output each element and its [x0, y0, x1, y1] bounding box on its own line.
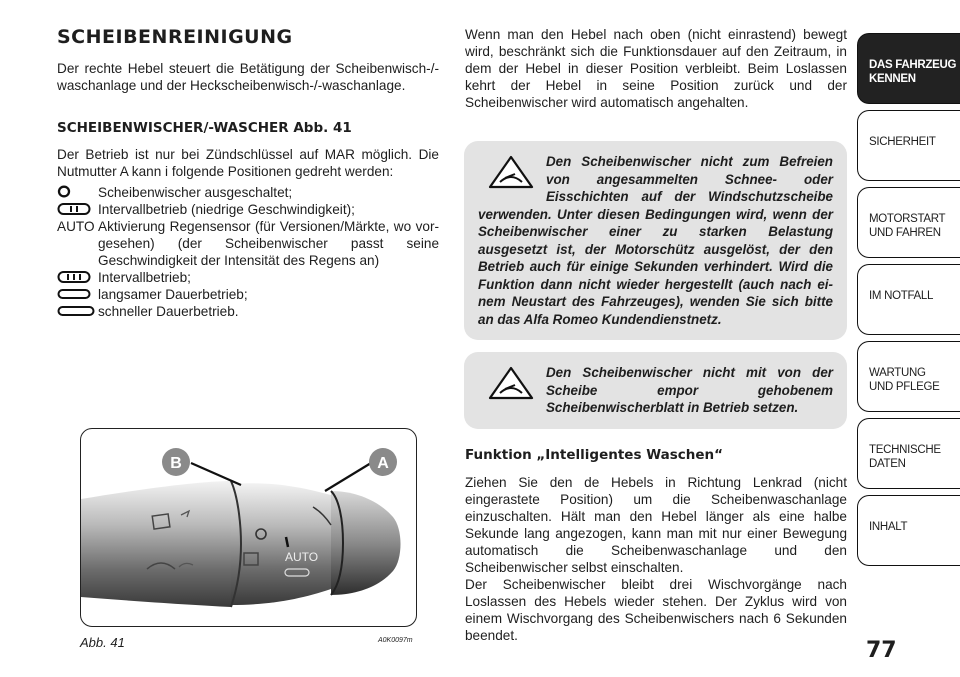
left-column [57, 26, 439, 320]
tab-label: DAS FAHRZEUG [869, 59, 957, 71]
warning-triangle-icon [488, 155, 534, 189]
off-icon [57, 184, 98, 201]
subsection-title: SCHEIBENWISCHER/-WASCHER Abb. 41 [57, 120, 352, 136]
tab-technische-daten[interactable] [857, 418, 960, 489]
section-title: SCHEIBENREINIGUNG [57, 26, 293, 48]
position-item [57, 218, 439, 269]
position-text: langsamer Dauerbetrieb; [98, 287, 248, 302]
warning-triangle-icon [488, 366, 534, 400]
fast-continuous-icon [57, 303, 98, 320]
tab-label: MOTORSTART [869, 213, 946, 225]
tab-label: WARTUNG [869, 367, 926, 379]
interval-icon [57, 269, 98, 286]
callout-a-label: A [377, 455, 389, 472]
figure-caption: Abb. 41 [80, 635, 125, 650]
right-column [465, 26, 847, 111]
tab-wartung-und-pflege[interactable] [857, 341, 960, 412]
right-intro-text: Wenn man den Hebel nach oben (nicht einrastend) bewegt wird, beschränkt sich die Funktionsdauer auf den Zeitraum, in dem der Hebel in dieser Position verbleibt. Beim Loslassen kehrt der Hebel in seine Position zurück und der Scheibenwischer wird automatisch angehalten. [465, 27, 847, 110]
tab-label: IM NOTFALL [869, 290, 934, 302]
position-text: schneller Dauerbetrieb. [98, 304, 239, 319]
callout-b-label: B [170, 455, 182, 472]
tab-label: TECHNISCHE [869, 444, 941, 456]
warning-box-2 [464, 352, 847, 429]
warning-text-2: Den Scheibenwischer nicht mit von der Scheibe empor gehobenem Scheibenwischerblatt in Betrieb setzen. [546, 365, 833, 415]
warning-text-1: Den Scheibenwischer nicht zum Befreien von angesammelten Schnee- oder Eisschichten auf der Windschutzscheibe verwenden. Unter diesen Bedingungen wird, wenn der Scheibenwischer einer zu starken Belastung ausgesetzt ist, der Motorschütz ausgelöst, der den Betrieb auch für einige Sekunden verhindert. Wird die Funktion dann nicht wieder hergestellt (auch nach einem Neustart des Fahrzeuges), wenden Sie sich bitte an das Alfa Romeo Kundendienstnetz. [478, 154, 833, 327]
slow-continuous-icon [57, 286, 98, 303]
tab-das-fahrzeug-kennen[interactable] [857, 33, 960, 104]
lever-illustration [80, 428, 417, 627]
tab-motorstart-und-fahren[interactable] [857, 187, 960, 258]
position-item [57, 201, 439, 218]
page-number: 77 [866, 638, 897, 663]
position-item [57, 286, 439, 303]
function-paragraph-2: Der Scheibenwischer bleibt drei Wischvorgänge nach Loslassen des Hebels wieder stehen. Der Zyklus wird von einem Wischvorgang des Scheibenwischers nach 6 Sekunden beendet. [465, 577, 847, 643]
chapter-tabs [857, 33, 960, 572]
tab-label: SICHERHEIT [869, 136, 936, 148]
tab-label-line2: DATEN [869, 458, 906, 470]
interval-low-icon [57, 201, 98, 218]
position-item [57, 184, 439, 201]
tab-label-line2: UND FAHREN [869, 227, 941, 239]
position-text: Intervallbetrieb (niedrige Geschwindigkeit); [98, 202, 355, 217]
tab-inhalt[interactable] [857, 495, 960, 566]
position-item [57, 269, 439, 286]
position-item [57, 303, 439, 320]
auto-lever-label: AUTO [285, 550, 319, 564]
tab-label-line2: UND PFLEGE [869, 381, 940, 393]
function-title: Funktion „Intelligentes Waschen“ [465, 447, 723, 463]
tab-label-line2: KENNEN [869, 73, 916, 85]
position-list [57, 184, 439, 320]
auto-symbol: AUTO [57, 219, 95, 234]
tab-label: INHALT [869, 521, 908, 533]
body-text: Der Betrieb ist nur bei Zündschlüssel auf MAR möglich. Die Nutmutter A kann i folgende Positionen gedreht werden: [57, 147, 439, 179]
intro-text: Der rechte Hebel steuert die Betätigung der Scheibenwisch-/-waschanlage und der Heckscheibenwisch-/-waschanlage. [57, 61, 439, 93]
function-paragraph-1: Ziehen Sie den de Hebels in Richtung Lenkrad (nicht eingerastete Position) um die Scheibenwaschanlage einzuschalten. Hält man den Hebel länger als eine halbe Sekunde lang angezogen, kann man mit nur einer Bewegung automatisch die Scheibenwaschanlage und den Scheibenwischer selbst einschalten. [465, 475, 847, 575]
position-text: Intervallbetrieb; [98, 270, 191, 285]
figure-code: A0K0097m [378, 637, 413, 644]
warning-box-1 [464, 141, 847, 340]
function-text [465, 474, 847, 644]
position-text: Scheibenwischer ausgeschaltet; [98, 185, 293, 200]
tab-im-notfall[interactable] [857, 264, 960, 335]
position-text: Aktivierung Regensensor (für Versionen/Märkte, wo vorgesehen) (der Scheibenwischer passt seine Geschwindigkeit der Intensität des Regens an) [98, 219, 439, 268]
tab-sicherheit[interactable] [857, 110, 960, 181]
